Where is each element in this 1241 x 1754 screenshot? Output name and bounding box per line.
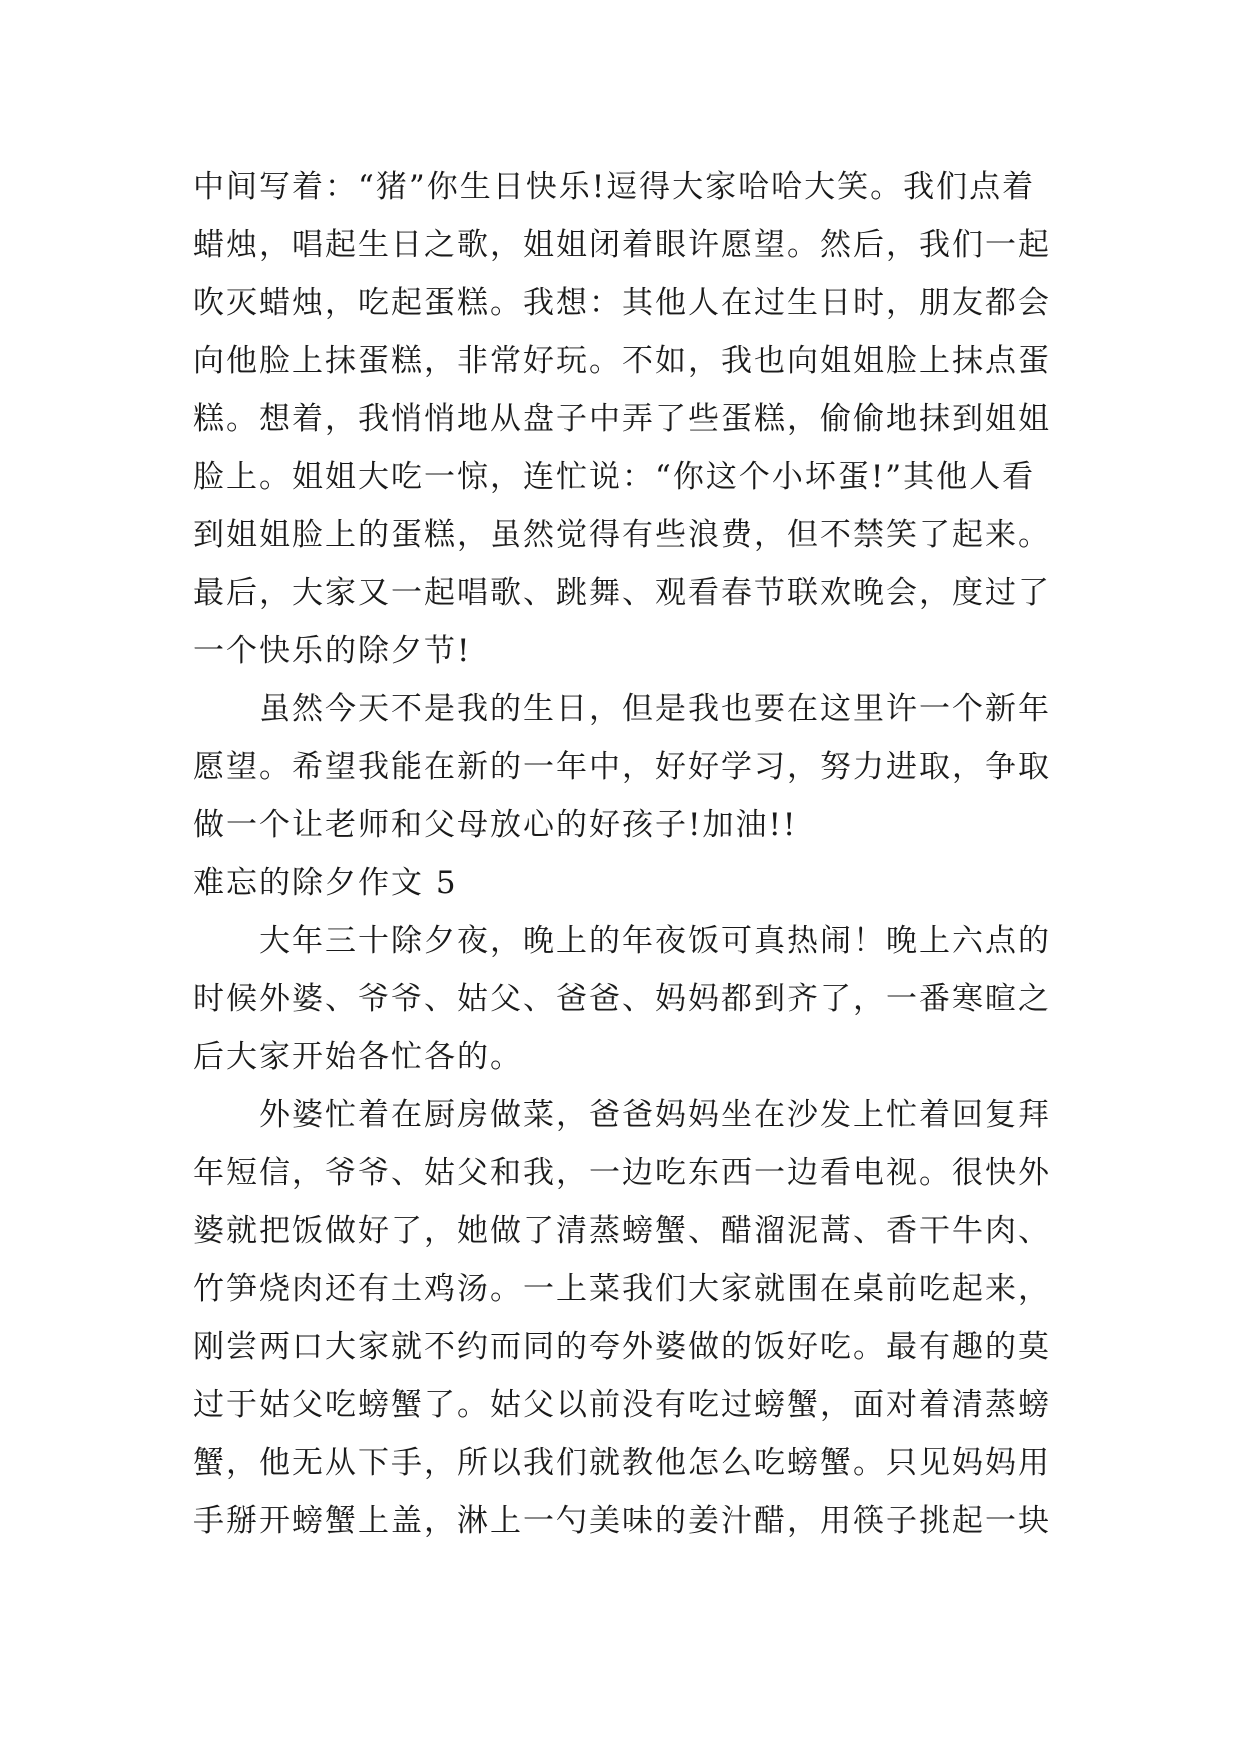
text-line: 外婆忙着在厨房做菜，爸爸妈妈坐在沙发上忙着回复拜 (259, 1097, 1051, 1133)
text-line: 中间写着：“猪”你生日快乐!逗得大家哈哈大笑。我们点着 (193, 169, 1036, 205)
text-line: 蟹，他无从下手，所以我们就教他怎么吃螃蟹。只见妈妈用 (193, 1445, 1051, 1481)
text-line: 手掰开螃蟹上盖，淋上一勺美味的姜汁醋，用筷子挑起一块 (193, 1503, 1051, 1539)
text-line: 糕。想着，我悄悄地从盘子中弄了些蛋糕，偷偷地抹到姐姐 (193, 401, 1051, 437)
text-line: 向他脸上抹蛋糕，非常好玩。不如，我也向姐姐脸上抹点蛋 (193, 343, 1051, 379)
text-line: 做一个让老师和父母放心的好孩子!加油!! (193, 807, 798, 843)
text-line: 到姐姐脸上的蛋糕，虽然觉得有些浪费，但不禁笑了起来。 (193, 517, 1051, 553)
text-line: 年短信，爷爷、姑父和我，一边吃东西一边看电视。很快外 (193, 1155, 1051, 1191)
text-line: 过于姑父吃螃蟹了。姑父以前没有吃过螃蟹，面对着清蒸螃 (193, 1387, 1051, 1423)
text-line: 大年三十除夕夜，晚上的年夜饭可真热闹！晚上六点的 (259, 923, 1051, 959)
text-line: 一个快乐的除夕节! (193, 633, 472, 669)
paragraph-essay5-intro (193, 912, 1073, 1086)
essay-title: 难忘的除夕作文 5 (193, 865, 458, 901)
text-line: 婆就把饭做好了，她做了清蒸螃蟹、醋溜泥蒿、香干牛肉、 (193, 1213, 1051, 1249)
text-line: 竹笋烧肉还有土鸡汤。一上菜我们大家就围在桌前吃起来， (193, 1271, 1051, 1307)
document-body (193, 158, 1073, 1550)
paragraph-birthday-continuation (193, 158, 1073, 680)
paragraph-essay5-dinner (193, 1086, 1073, 1550)
text-line: 脸上。姐姐大吃一惊，连忙说：“你这个小坏蛋!”其他人看 (193, 459, 1036, 495)
text-line: 吹灭蜡烛，吃起蛋糕。我想：其他人在过生日时，朋友都会 (193, 285, 1051, 321)
text-line: 刚尝两口大家就不约而同的夸外婆做的饭好吃。最有趣的莫 (193, 1329, 1051, 1365)
text-line: 后大家开始各忙各的。 (193, 1039, 523, 1075)
text-line: 虽然今天不是我的生日，但是我也要在这里许一个新年 (259, 691, 1051, 727)
paragraph-new-year-wish (193, 680, 1073, 854)
text-line: 最后，大家又一起唱歌、跳舞、观看春节联欢晚会，度过了 (193, 575, 1051, 611)
text-line: 愿望。希望我能在新的一年中，好好学习，努力进取，争取 (193, 749, 1051, 785)
text-line: 时候外婆、爷爷、姑父、爸爸、妈妈都到齐了，一番寒暄之 (193, 981, 1051, 1017)
text-line: 蜡烛，唱起生日之歌，姐姐闭着眼许愿望。然后，我们一起 (193, 227, 1051, 263)
